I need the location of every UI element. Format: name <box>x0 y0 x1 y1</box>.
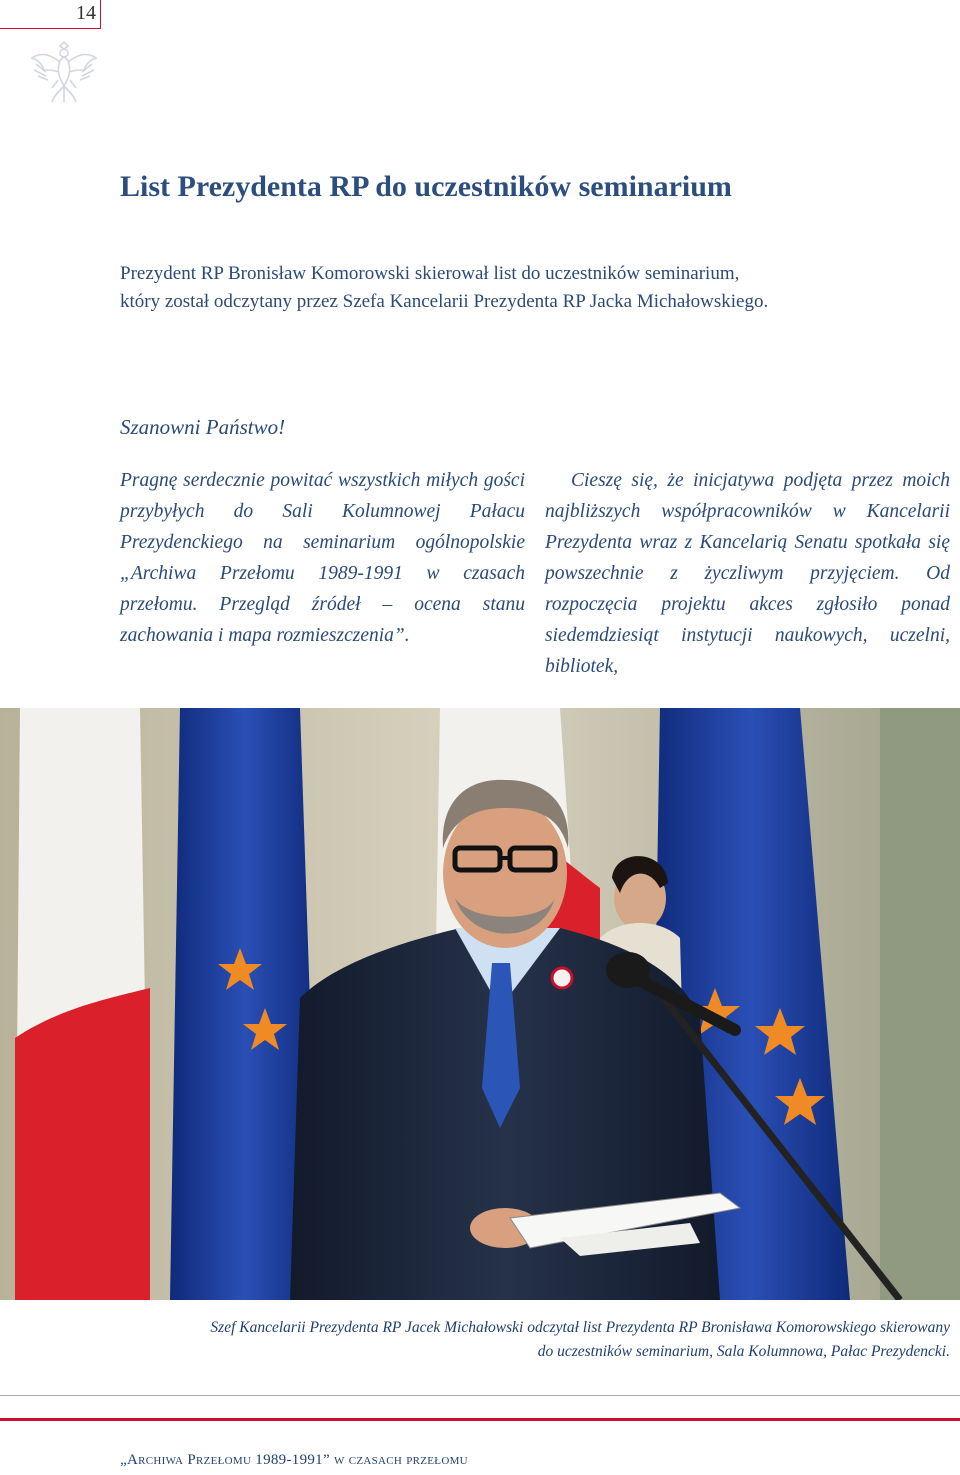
page-title: List Prezydenta RP do uczestników seminarium <box>120 170 732 203</box>
photo-speaker-at-podium <box>0 708 960 1300</box>
caption-line: Szef Kancelarii Prezydenta RP Jacek Michałowski odczytał list Prezydenta RP Bronisława Komorowskiego skierowany <box>210 1319 950 1336</box>
footer-accent-rule <box>0 1418 960 1421</box>
page-number: 14 <box>76 2 96 24</box>
letter-salutation: Szanowni Państwo! <box>120 415 286 439</box>
intro-line: Prezydent RP Bronisław Komorowski skierował list do uczestników seminarium, <box>120 263 740 284</box>
letter-right-column: Cieszę się, że inicjatywa podjęta przez moich najbliższych współpracowników w Kancelarii Prezydenta wraz z Kancelarią Senatu spotkała się powszechnie z życzliwym przyjęciem. Od rozpoczęcia projektu akces zgłosiło ponad siedemdziesiąt instytucji naukowych, uczelni, bibliotek, <box>545 470 950 677</box>
page-number-box <box>0 0 101 29</box>
intro-line: który został odczytany przez Szefa Kancelarii Prezydenta RP Jacka Michałowskiego. <box>120 291 769 312</box>
footer-divider <box>0 1395 960 1396</box>
running-footer: „Archiwa Przełomu 1989-1991” w czasach przełomu <box>120 1452 468 1468</box>
caption-line: do uczestników seminarium, Sala Kolumnowa, Pałac Prezydencki. <box>537 1343 950 1360</box>
letter-left-column: Pragnę serdecznie powitać wszystkich miłych gości przybyłych do Sali Kolumnowej Pałacu Prezydenckiego na seminarium ogólnopolskie „Archiwa Przełomu 1989-1991 w czasach przełomu. Przegląd źródeł – ocena stanu zachowania i mapa rozmieszczenia”. <box>120 470 525 646</box>
eagle-emblem-icon <box>28 36 100 108</box>
intro-paragraph <box>120 260 880 316</box>
photo-caption <box>120 1316 950 1364</box>
